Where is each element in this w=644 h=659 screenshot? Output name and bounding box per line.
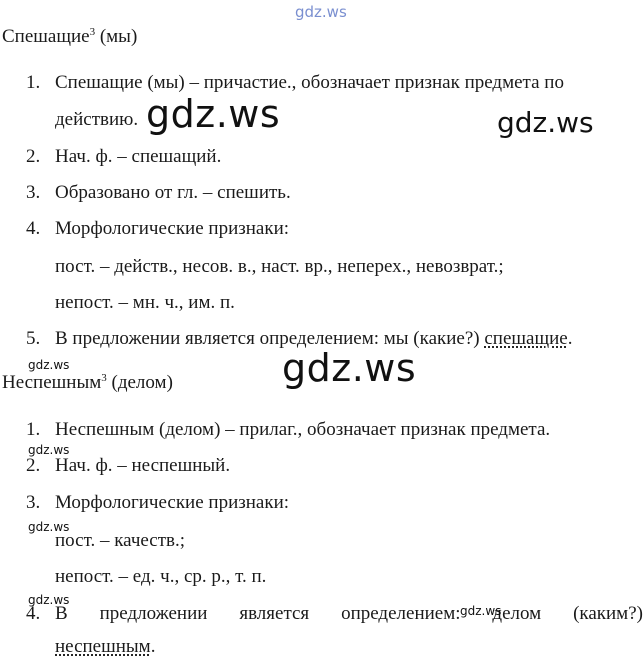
item-number: 2. [26,455,41,476]
section1-heading-sup: 3 [89,26,96,38]
item-number: 1. [26,419,41,440]
item-text: Спешащие (мы) – причастие., обозначает признак предмета по [55,72,564,93]
item4-word: В [55,603,68,624]
watermark-small-1: gdz.ws [28,358,70,372]
item-text: Морфологические признаки: [55,218,290,239]
section2-item-3-var: непост. – ед. ч., ср. р., т. п. [55,566,267,587]
item4-word: делом [492,603,542,624]
item-number: 3. [26,182,41,203]
item-number: 4. [26,218,41,239]
section2-heading [2,372,173,394]
watermark-big-2: gdz.ws [497,106,594,139]
item-number: 1. [26,72,41,93]
item4-word: является [239,603,310,624]
section1-item-1-cont: действию. [55,109,139,130]
item-text: Нач. ф. – спешащий. [55,146,222,167]
item-number: 4. [26,603,41,624]
item-text: Морфологические признаки: [55,492,290,513]
section1-heading-word: Спешащие [2,26,90,47]
item4-justified-text [55,603,643,625]
item-text: Нач. ф. – неспешный. [55,455,231,476]
section1-item-4-var: непост. – мн. ч., им. п. [55,292,235,313]
item-text: Неспешным (делом) – прилаг., обозначает признак предмета. [55,419,551,440]
watermark-small-3: gdz.ws [28,520,70,534]
item-number: 5. [26,328,41,349]
section2-heading-sup: 3 [101,372,107,384]
item4-word: (каким?) [573,603,643,624]
section2-heading-word: Неспешным [2,372,102,393]
item4-underlined-word: неспешным [55,636,151,657]
item4-word: предложении [99,603,208,624]
item-number: 2. [26,146,41,167]
watermark-big-1: gdz.ws [146,92,281,136]
section2-heading-rest: (делом) [111,372,173,393]
item4-period: . [150,636,156,657]
item4-word: определением: [341,603,461,624]
section2-item-3-const: пост. – качеств.; [55,530,186,551]
section2-item-4-cont [55,636,155,658]
section1-heading-rest: (мы) [99,26,138,47]
watermark-small-4: gdz.ws [28,593,70,607]
item5-text: В предложении является определением: мы (какие?) [55,328,480,349]
watermark-small-2: gdz.ws [28,443,70,457]
watermark-small-5: gdz.ws [460,604,502,618]
item5-underlined-word: спешащие [484,328,568,349]
watermark-big-3: gdz.ws [282,346,417,390]
watermark-top: gdz.ws [295,3,347,21]
section1-heading [2,26,137,48]
item-text: Образовано от гл. – спешить. [55,182,291,203]
item5-period: . [567,328,573,349]
item-number: 3. [26,492,41,513]
section1-item-4-const: пост. – действ., несов. в., наст. вр., неперех., невозврат.; [55,256,504,277]
